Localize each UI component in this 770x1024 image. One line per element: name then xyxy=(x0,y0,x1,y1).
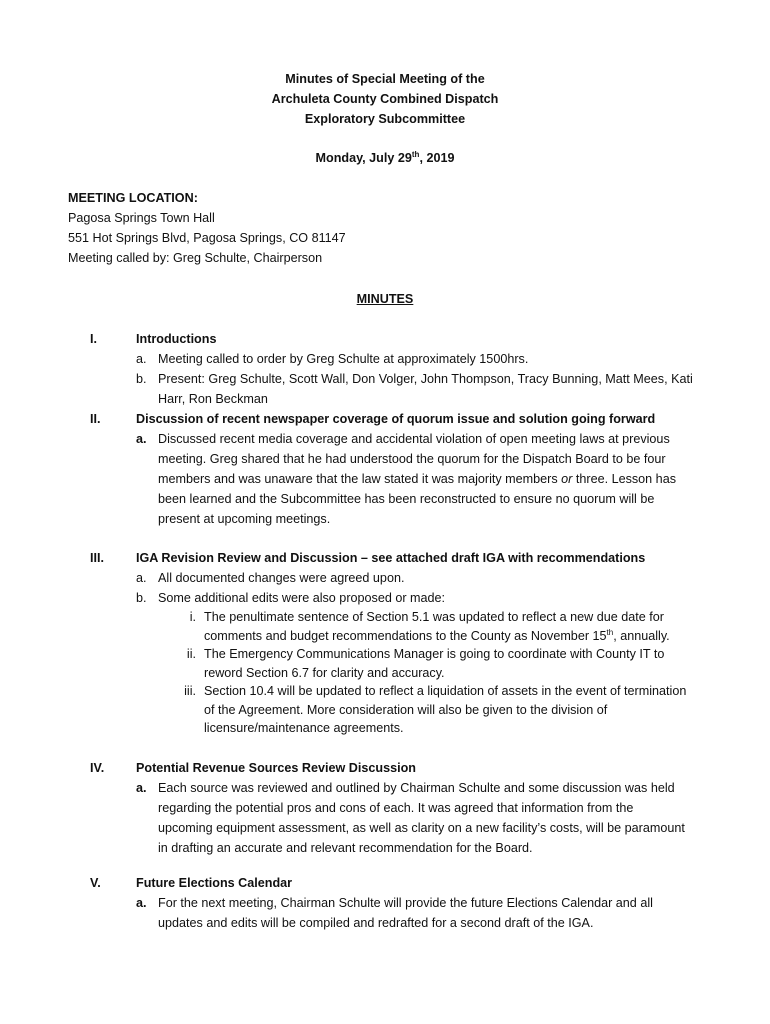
text-line: Harr, Ron Beckman xyxy=(158,392,268,406)
section-number: IV. xyxy=(90,761,105,775)
item-marker: a. xyxy=(136,352,147,366)
section-number: III. xyxy=(90,551,104,565)
item-text xyxy=(158,369,706,409)
text-line: Discussed recent media coverage and accidental violation of open meeting laws at previous xyxy=(158,432,670,446)
text-fragment: three. Lesson has xyxy=(572,472,676,486)
text-line: Present: Greg Schulte, Scott Wall, Don Volger, John Thompson, Tracy Bunning, Matt Mees, Kati xyxy=(158,372,693,386)
item-marker: i. xyxy=(189,610,196,624)
item-text: Some additional edits were also proposed or made: xyxy=(158,591,446,605)
section-title: Potential Revenue Sources Review Discussion xyxy=(136,761,416,775)
location-address: 551 Hot Springs Blvd, Pagosa Springs, CO 81147 xyxy=(68,231,346,245)
text-line: regarding the potential pros and cons of each. It was agreed that information from the xyxy=(158,801,634,815)
meeting-called-by: Meeting called by: Greg Schulte, Chairperson xyxy=(68,251,323,265)
document-title xyxy=(0,69,770,129)
item-text xyxy=(158,429,706,529)
text-line: For the next meeting, Chairman Schulte will provide the future Elections Calendar and all xyxy=(158,896,653,910)
meeting-date xyxy=(0,148,770,168)
location-heading: MEETING LOCATION: xyxy=(68,191,198,205)
text-line: The Emergency Communications Manager is going to coordinate with County IT to xyxy=(204,647,665,661)
item-text: All documented changes were agreed upon. xyxy=(158,571,405,585)
text-line: The penultimate sentence of Section 5.1 was updated to reflect a new due date for xyxy=(204,610,664,624)
item-marker: b. xyxy=(136,591,147,605)
text-line: Section 10.4 will be updated to reflect a liquidation of assets in the event of termination xyxy=(204,684,687,698)
minutes-heading: MINUTES xyxy=(356,292,414,306)
text-fragment: members and was unaware that the law stated it was majority members xyxy=(158,472,562,486)
text-line: been learned and the Subcommittee has been reconstructed to ensure no quorum will be xyxy=(158,492,655,506)
text-line: in drafting an accurate and relevant recommendation for the Board. xyxy=(158,841,533,855)
date-ordinal: th xyxy=(411,149,420,159)
item-marker: a. xyxy=(136,781,147,795)
section-number: I. xyxy=(90,332,97,346)
text-line: of the Agreement. More consideration will also be given to the division of xyxy=(204,702,608,717)
section-title: IGA Revision Review and Discussion – see attached draft IGA with recommendations xyxy=(136,551,646,565)
section-title: Discussion of recent newspaper coverage of quorum issue and solution going forward xyxy=(136,412,656,426)
text-line: reword Section 6.7 for clarity and accuracy. xyxy=(204,665,445,680)
emphasis-text: or xyxy=(561,472,573,486)
text-line: present at upcoming meetings. xyxy=(158,512,331,526)
text-line: Each source was reviewed and outlined by Chairman Schulte and some discussion was held xyxy=(158,781,675,795)
text-line: updates and edits will be compiled and redrafted for a second draft of the IGA. xyxy=(158,916,594,930)
section-number: V. xyxy=(90,876,101,890)
date-suffix: , 2019 xyxy=(419,151,455,165)
text-line: meeting. Greg shared that he had understood the quorum for the Dispatch Board to be four xyxy=(158,452,666,466)
title-line-2: Archuleta County Combined Dispatch xyxy=(271,92,499,106)
item-text xyxy=(158,893,706,933)
item-marker: b. xyxy=(136,372,147,386)
text-line xyxy=(158,469,706,489)
meeting-location xyxy=(68,188,346,268)
date-prefix: Monday, July 29 xyxy=(315,151,412,165)
item-text xyxy=(204,682,704,738)
item-marker: a. xyxy=(136,896,147,910)
section-title: Introductions xyxy=(136,332,217,346)
item-marker: ii. xyxy=(186,647,196,661)
section-title: Future Elections Calendar xyxy=(136,876,293,890)
item-text xyxy=(204,645,704,682)
title-line-3: Exploratory Subcommittee xyxy=(304,112,466,126)
item-text xyxy=(158,778,706,858)
item-marker: a. xyxy=(136,571,147,585)
title-line-1: Minutes of Special Meeting of the xyxy=(285,72,485,86)
ordinal-suffix: th xyxy=(606,627,614,637)
text-line: licensure/maintenance agreements. xyxy=(204,721,404,735)
text-fragment: comments and budget recommendations to the County as November 15 xyxy=(204,628,607,643)
text-fragment: , annually. xyxy=(613,628,670,643)
item-text: Meeting called to order by Greg Schulte at approximately 1500hrs. xyxy=(158,352,529,366)
location-venue: Pagosa Springs Town Hall xyxy=(68,211,215,225)
item-text xyxy=(204,608,704,645)
item-marker: a. xyxy=(136,432,147,446)
section-number: II. xyxy=(90,412,101,426)
text-line xyxy=(204,627,704,646)
text-line: upcoming equipment assessment, as well as clarity on a new facility’s costs, will be paramount xyxy=(158,821,685,835)
item-marker: iii. xyxy=(184,684,196,698)
